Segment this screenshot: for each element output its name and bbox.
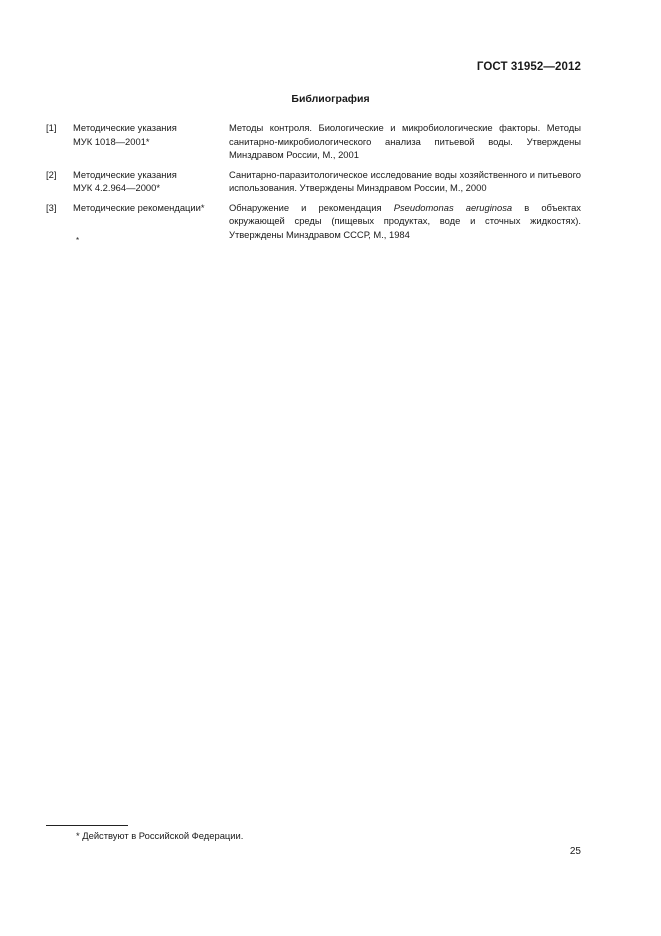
page-number: 25 [569,846,581,857]
bibliography-entry [46,168,581,195]
entry-description-tail: в объектах окружающей среды (пищевых продуктах, воде и сточных жидкостях). Утверждены Минздравом СССР, М., 1984 [229,201,581,240]
entry-document-type: Методические рекомендации* [73,201,205,213]
note-asterisk: * [76,236,80,245]
bibliography-entry [46,201,581,242]
entry-description [229,201,581,242]
entry-description-text: Методы контроля. Биологические и микробиологические факторы. Методы санитарно-микробиологического анализа питьевой воды. Утверждены Минздравом России, М., 2001 [229,122,581,160]
entry-description-text: Обнаружение и рекомендация [229,201,394,213]
entry-document [73,168,223,195]
page-header-standard-code: ГОСТ 31952—2012 [476,61,581,73]
entry-document [73,201,223,215]
entry-description [229,121,581,162]
bibliography-list [46,121,581,247]
entry-number: [1] [46,122,57,133]
entry-description [229,168,581,195]
footnote-text: * Действуют в Российской Федерации. [76,830,244,841]
entry-description-italic: Pseudomonas aeruginosa [393,201,513,213]
entry-description-text: Санитарно-паразитологическое исследование воды хозяйственного и питьевого использования. Утверждены Минздравом России, М., 2000 [229,168,581,193]
entry-number: [2] [46,168,57,180]
entry-document-code: МУК 1018—2001* [73,135,150,147]
entry-document [73,121,223,148]
entry-document-type: Методические указания [73,168,177,180]
section-title: Библиография [291,93,370,105]
footnote-divider [46,825,128,826]
entry-number: [3] [46,201,57,213]
entry-document-code: МУК 4.2.964—2000* [73,182,160,193]
bibliography-entry [46,121,581,162]
entry-document-type: Методические указания [73,122,177,133]
